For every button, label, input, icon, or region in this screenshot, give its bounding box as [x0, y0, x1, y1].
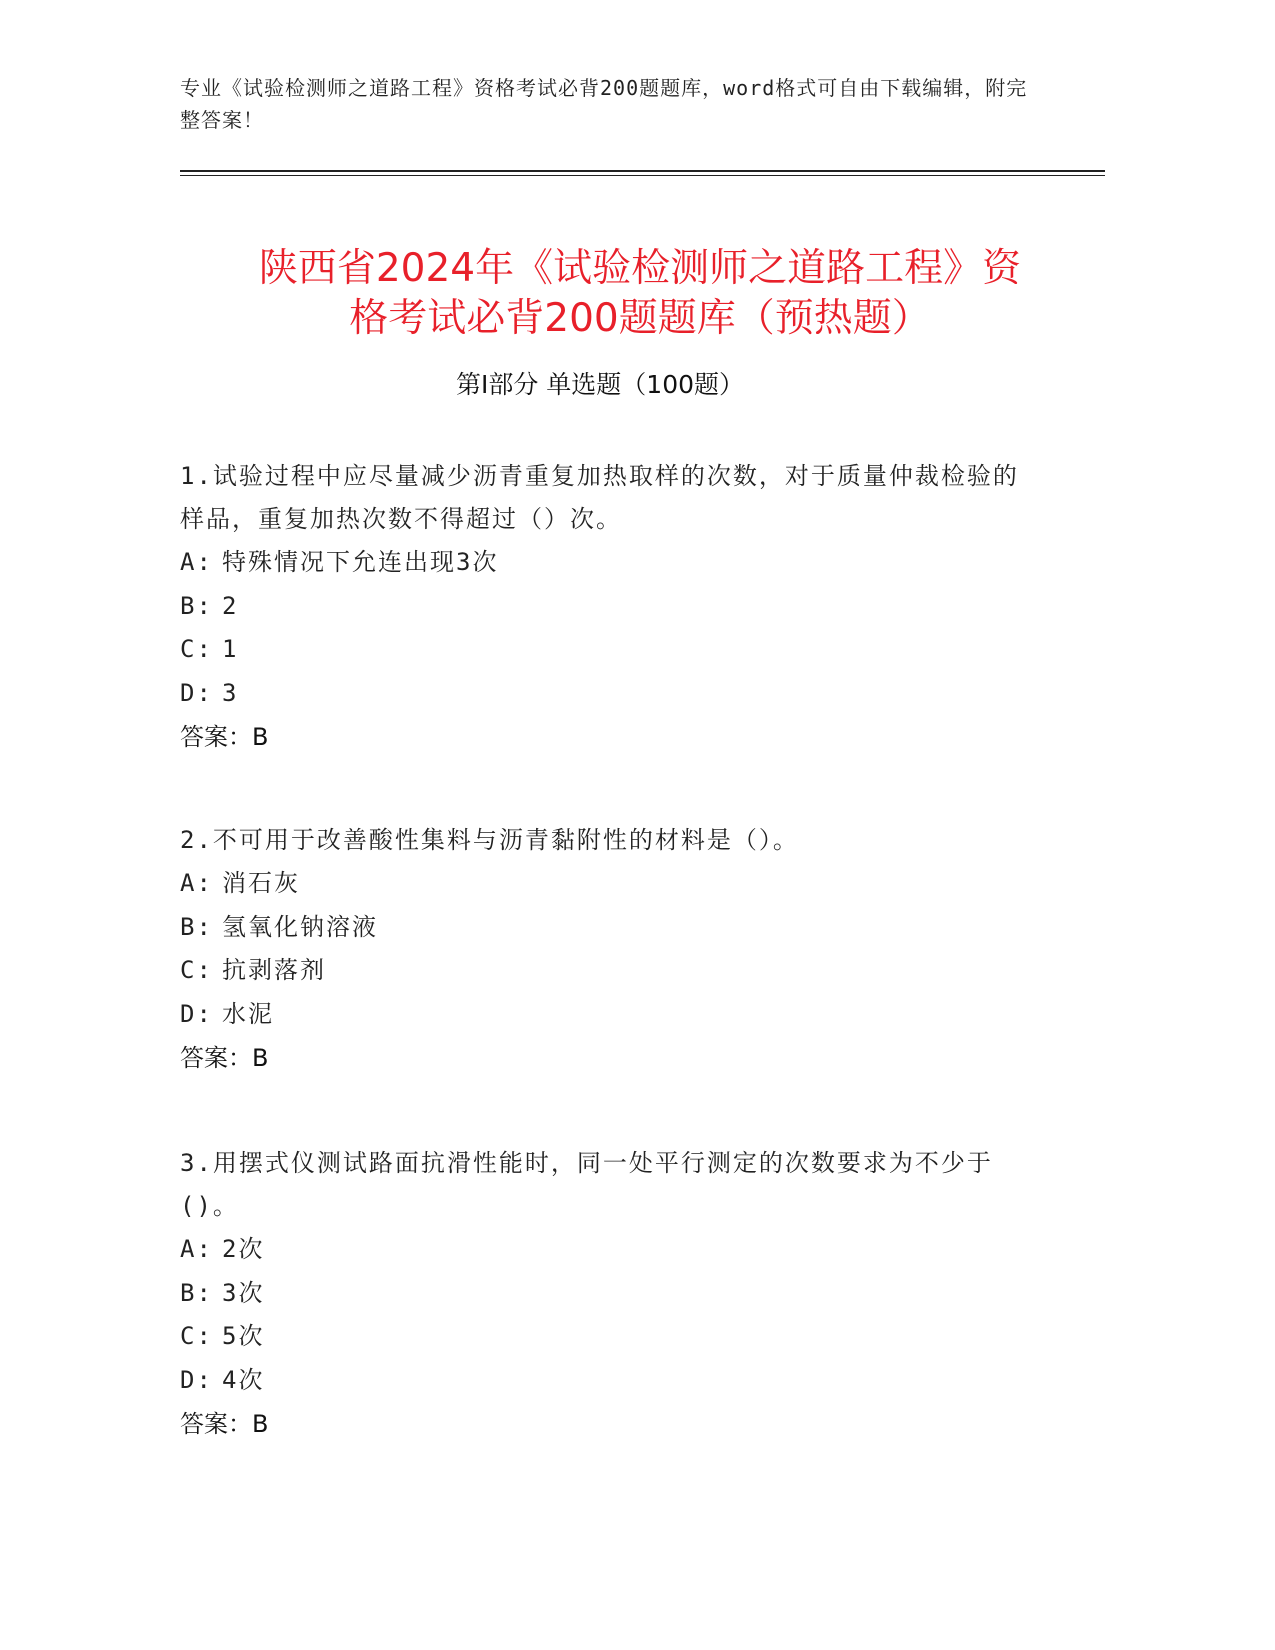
option-label: C: — [180, 956, 213, 984]
option-label: D: — [180, 1365, 213, 1394]
option-label: B: — [180, 591, 213, 620]
document-title-line2: 格考试必背200题题库（预热题） — [349, 296, 931, 342]
option-text: 2次 — [222, 1235, 265, 1263]
question-stem: 3.用摆式仪测试路面抗滑性能时，同一处平行测定的次数要求为不少于()。 — [180, 1149, 993, 1220]
option-text: 特殊情况下允连出现3次 — [222, 548, 499, 576]
option-text: 3 — [222, 678, 239, 707]
answer: 答案：B — [180, 1410, 269, 1438]
document-title-line1: 陕西省2024年《试验检测师之道路工程》资 — [258, 246, 1022, 292]
option-text: 4次 — [222, 1365, 265, 1394]
option-label: A: — [180, 1235, 213, 1263]
document-title — [140, 244, 1140, 344]
header-note: 专业《试验检测师之道路工程》资格考试必背200题题库，word格式可自由下载编辑，附完整答案！ — [180, 76, 1028, 132]
option-text: 水泥 — [222, 999, 274, 1028]
option-a — [180, 862, 1040, 906]
option-text: 3次 — [222, 1278, 265, 1307]
answer: 答案：B — [180, 723, 269, 751]
option-label: A: — [180, 548, 213, 576]
question-3 — [180, 1142, 1040, 1446]
option-a — [180, 541, 1040, 585]
option-b — [180, 906, 1040, 950]
answer: 答案：B — [180, 1044, 269, 1072]
option-text: 抗剥落剂 — [222, 956, 326, 984]
option-c — [180, 628, 1040, 672]
option-label: C: — [180, 635, 213, 663]
question-stem: 2.不可用于改善酸性集料与沥青黏附性的材料是（）。 — [180, 826, 799, 854]
option-label: B: — [180, 1278, 213, 1307]
option-label: A: — [180, 869, 213, 897]
option-text: 5次 — [222, 1322, 265, 1350]
option-c — [180, 1315, 1040, 1359]
question-list — [180, 455, 1040, 1506]
option-label: C: — [180, 1322, 213, 1350]
option-text: 1 — [222, 635, 239, 663]
section-title: 第I部分 单选题（100题） — [455, 370, 745, 399]
option-c — [180, 949, 1040, 993]
option-label: B: — [180, 912, 213, 941]
option-a — [180, 1228, 1040, 1272]
option-d — [180, 993, 1040, 1037]
option-b — [180, 1272, 1040, 1316]
header-divider-thin — [180, 175, 1105, 176]
option-label: D: — [180, 678, 213, 707]
question-2 — [180, 819, 1040, 1080]
option-label: D: — [180, 999, 213, 1028]
option-text: 消石灰 — [222, 869, 300, 897]
question-stem: 1.试验过程中应尽量减少沥青重复加热取样的次数，对于质量仲裁检验的样品，重复加热次数不得超过（）次。 — [180, 462, 1019, 533]
option-b — [180, 585, 1040, 629]
question-1 — [180, 455, 1040, 759]
option-text: 2 — [222, 591, 239, 620]
option-d — [180, 1359, 1040, 1403]
header-divider-thick — [180, 170, 1105, 172]
option-text: 氢氧化钠溶液 — [222, 912, 378, 941]
option-d — [180, 672, 1040, 716]
